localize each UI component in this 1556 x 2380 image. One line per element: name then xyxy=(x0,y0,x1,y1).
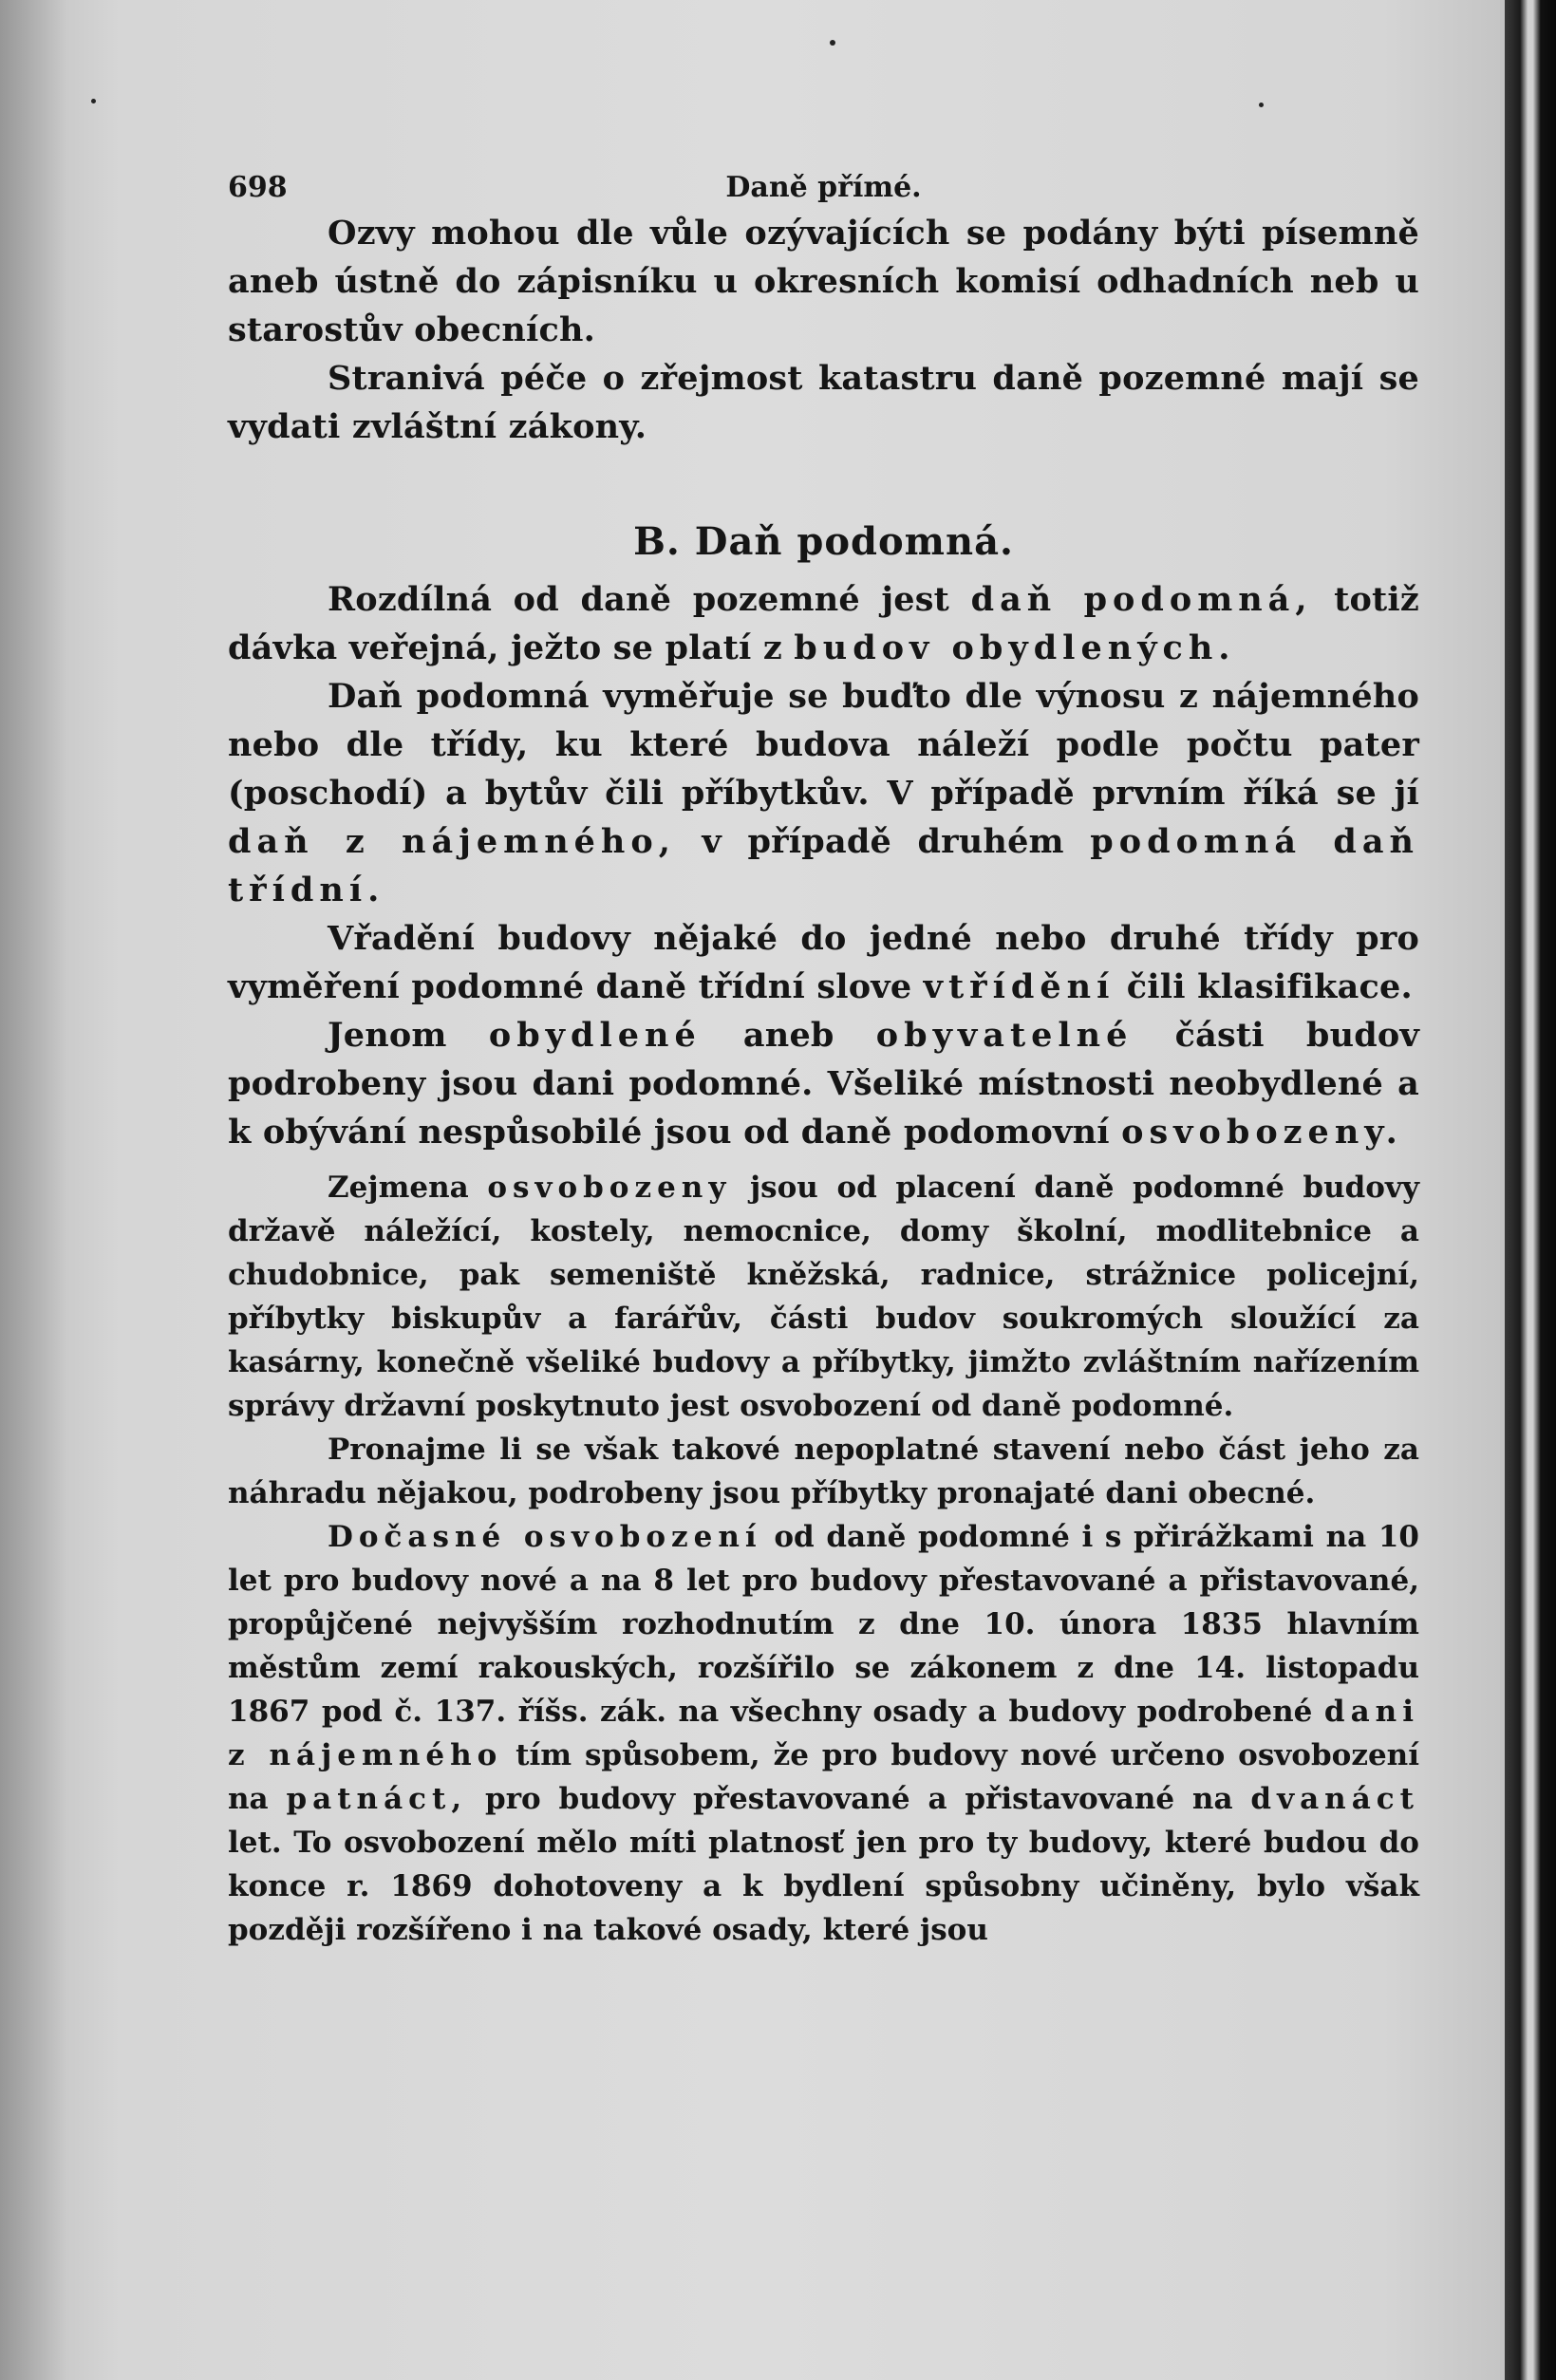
paragraph: Stranivá péče o zřejmost katastru daně pozemné mají se vydati zvláštní zákony. xyxy=(228,359,1419,446)
running-head: Daně přímé. xyxy=(725,171,922,204)
speck xyxy=(830,40,835,46)
section-letter: B. xyxy=(633,519,681,564)
page-header xyxy=(228,152,1419,209)
speck xyxy=(91,99,96,103)
paragraph: Ozvy mohou dle vůle ozývajících se podány býti písemně aneb ústně do zápisníku u okresních komisí odhadních neb u starostův obecních. xyxy=(228,214,1419,349)
paragraph: Jenom obydlené aneb obyvatelné části budov podrobeny jsou dani podomné. Všeliké místnosti neobydlené a k obývání nespůsobilé jsou od daně podomovní osvobozeny. xyxy=(228,1016,1419,1152)
page-edge xyxy=(1505,0,1556,2380)
speck xyxy=(1259,103,1264,107)
paragraph-small: Pronajme li se však takové nepoplatné stavení nebo část jeho za náhradu nějakou, podrobeny jsou příbytky pronajaté dani obecné. xyxy=(228,1433,1419,1510)
section-heading xyxy=(228,519,1419,564)
paragraph-small: Dočasné osvobození od daně podomné i s přirážkami na 10 let pro budovy nové a na 8 let pro budovy přestavované a přistavované, propůjčené nejvyšším rozhodnutím z dne 10. února 1835 hlavním městům zemí rakouských, rozšířilo se zákonem z dne 14. listopadu 1867 pod č. 137. říšs. zák. na všechny osady a budovy podrobené dani z nájemného tím spůsobem, že pro budovy nové určeno osvobození na patnáct, pro budovy přestavované a přistavované na dvanáct let. To osvobození mělo míti platnosť jen pro ty budovy, které budou do konce r. 1869 dohotoveny a k bydlení spůsobny učiněny, bylo však později rozšířeno i na takové osady, které jsou xyxy=(228,1520,1419,1947)
section-title: Daň podomná. xyxy=(694,519,1014,564)
paragraph: Rozdílná od daně pozemné jest daň podomná, totiž dávka veřejná, ježto se platí z budov obydlených. xyxy=(228,580,1419,667)
gutter-shadow xyxy=(0,0,66,2380)
page-number: 698 xyxy=(228,171,288,204)
paragraph-small: Zejmena osvobozeny jsou od placení daně podomné budovy državě náležící, kostely, nemocnice, domy školní, modlitebnice a chudobnice, pak semeniště kněžská, radnice, strážnice policejní, příbytky biskupův a farářův, části budov soukromých sloužící za kasárny, konečně všeliké budovy a příbytky, jimžto zvláštním nařízením správy državní poskytnuto jest osvobození od daně podomné. xyxy=(228,1171,1419,1423)
paragraph: Daň podomná vyměřuje se buďto dle výnosu z nájemného nebo dle třídy, ku které budova náleží podle počtu pater (poschodí) a bytův čili příbytkův. V případě prvním říká se jí daň z nájemného, v případě druhém podomná daň třídní. xyxy=(228,677,1420,909)
paragraph: Vřadění budovy nějaké do jedné nebo druhé třídy pro vyměření podomné daně třídní slove vtřídění čili klasifikace. xyxy=(228,919,1419,1006)
page-text xyxy=(228,152,1419,1952)
